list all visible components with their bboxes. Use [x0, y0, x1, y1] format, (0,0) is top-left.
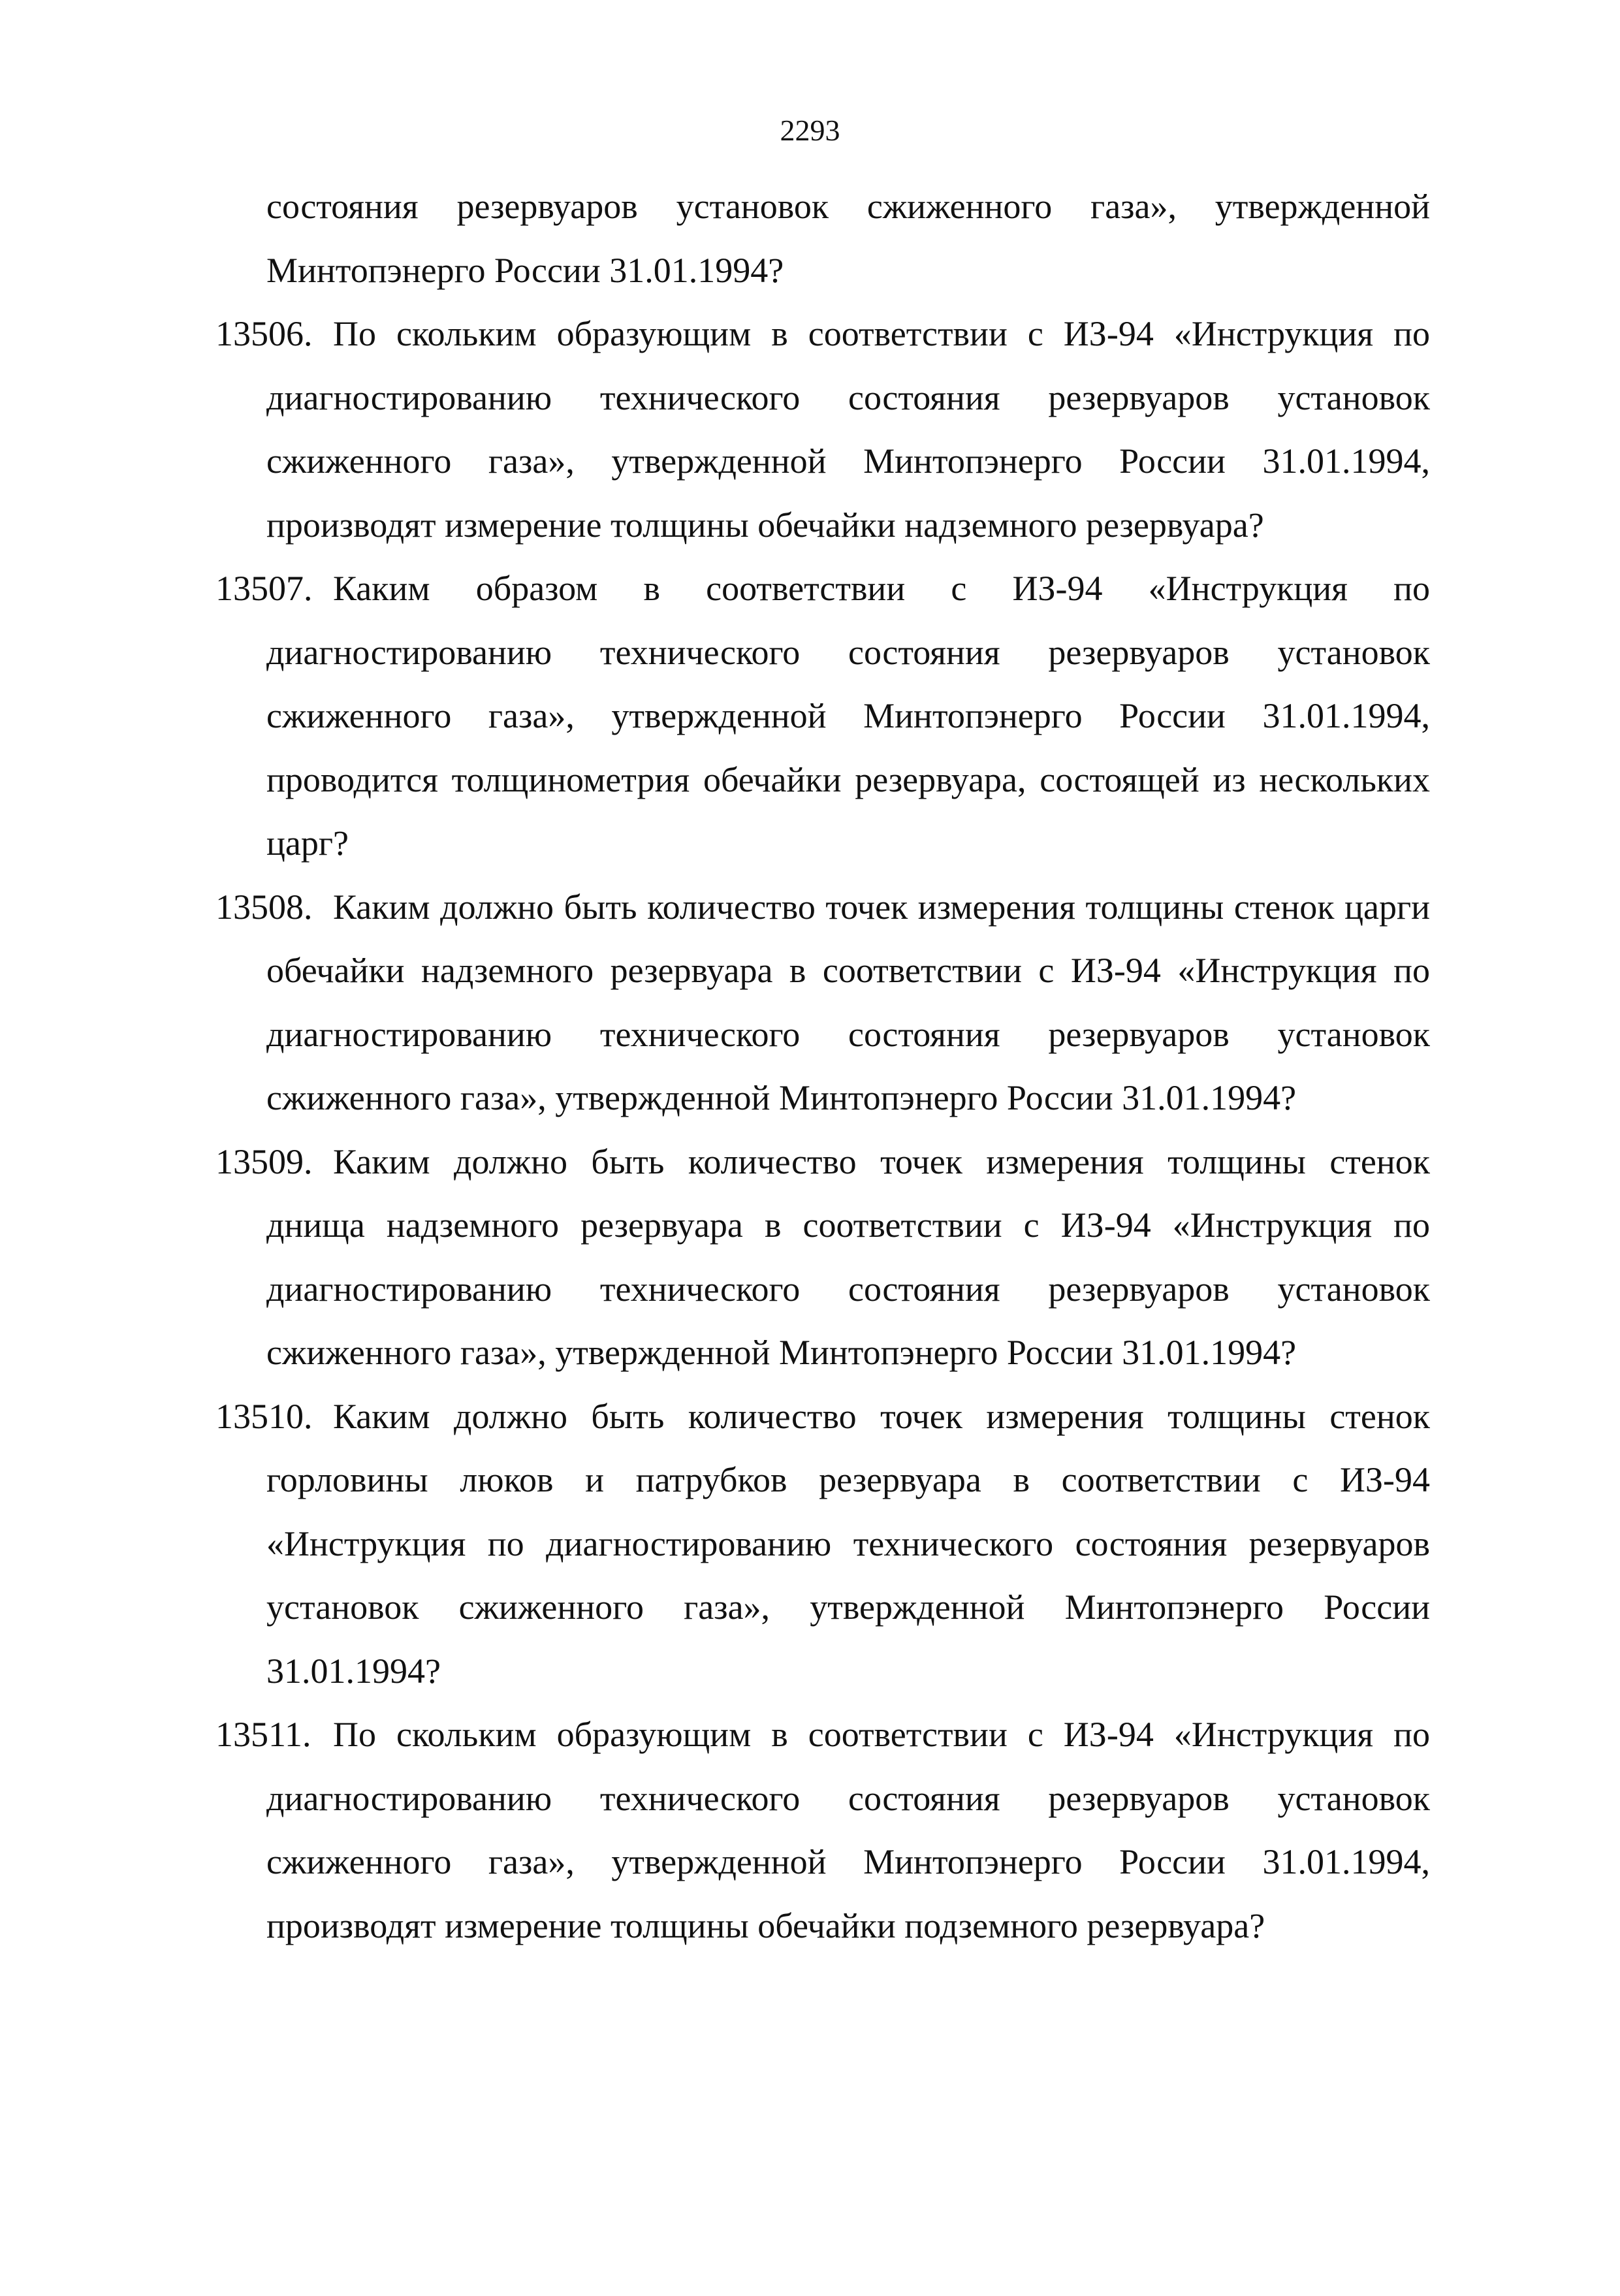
question-text: По скольким образующим в соответствии с ИЗ-94 «Инструкция по диагностированию технического состояния резервуаров установок сжиженного газа», утвержденной Минтопэнерго России 31.01.1994, производят измерение толщины обечайки надземного резервуара? [266, 314, 1430, 545]
question-number: 13510. [215, 1396, 313, 1436]
question-number: 13509. [215, 1141, 313, 1181]
question-text: Каким должно быть количество точек измерения толщины стенок днища надземного резервуара в соответствии с ИЗ-94 «Инструкция по диагностированию технического состояния резервуаров установок сжиженного газа», утвержденной Минтопэнерго России 31.01.1994? [266, 1141, 1430, 1372]
question-text: Каким должно быть количество точек измерения толщины стенок царги обечайки надземного резервуара в соответствии с ИЗ-94 «Инструкция по диагностированию технического состояния резервуаров установок сжиженного газа», утвержденной Минтопэнерго России 31.01.1994? [266, 887, 1430, 1117]
question-text: По скольким образующим в соответствии с ИЗ-94 «Инструкция по диагностированию технического состояния резервуаров установок сжиженного газа», утвержденной Минтопэнерго России 31.01.1994, производят измерение толщины обечайки подземного резервуара? [266, 1715, 1430, 1945]
question-text: Каким должно быть количество точек измерения толщины стенок горловины люков и патрубков резервуара в соответствии с ИЗ-94 «Инструкция по диагностированию технического состояния резервуаров установок сжиженного газа», утвержденной Минтопэнерго России 31.01.1994? [266, 1396, 1430, 1691]
question-item [215, 1703, 1430, 1958]
question-list [215, 175, 1430, 1958]
question-item [215, 876, 1430, 1130]
question-item [215, 557, 1430, 876]
page-number: 2293 [780, 114, 840, 147]
question-number: 13507. [215, 569, 313, 608]
question-number: 13508. [215, 887, 313, 927]
question-number: 13506. [215, 314, 313, 353]
question-item [215, 1130, 1430, 1385]
question-number: 13511. [215, 1715, 311, 1754]
continuation-paragraph: состояния резервуаров установок сжиженного газа», утвержденной Минтопэнерго России 31.01.1994? [266, 187, 1430, 290]
question-item [215, 1385, 1430, 1704]
question-item [215, 302, 1430, 557]
question-text: Каким образом в соответствии с ИЗ-94 «Инструкция по диагностированию технического состояния резервуаров установок сжиженного газа», утвержденной Минтопэнерго России 31.01.1994, проводится толщинометрия обечайки резервуара, состоящей из нескольких царг? [266, 569, 1430, 863]
